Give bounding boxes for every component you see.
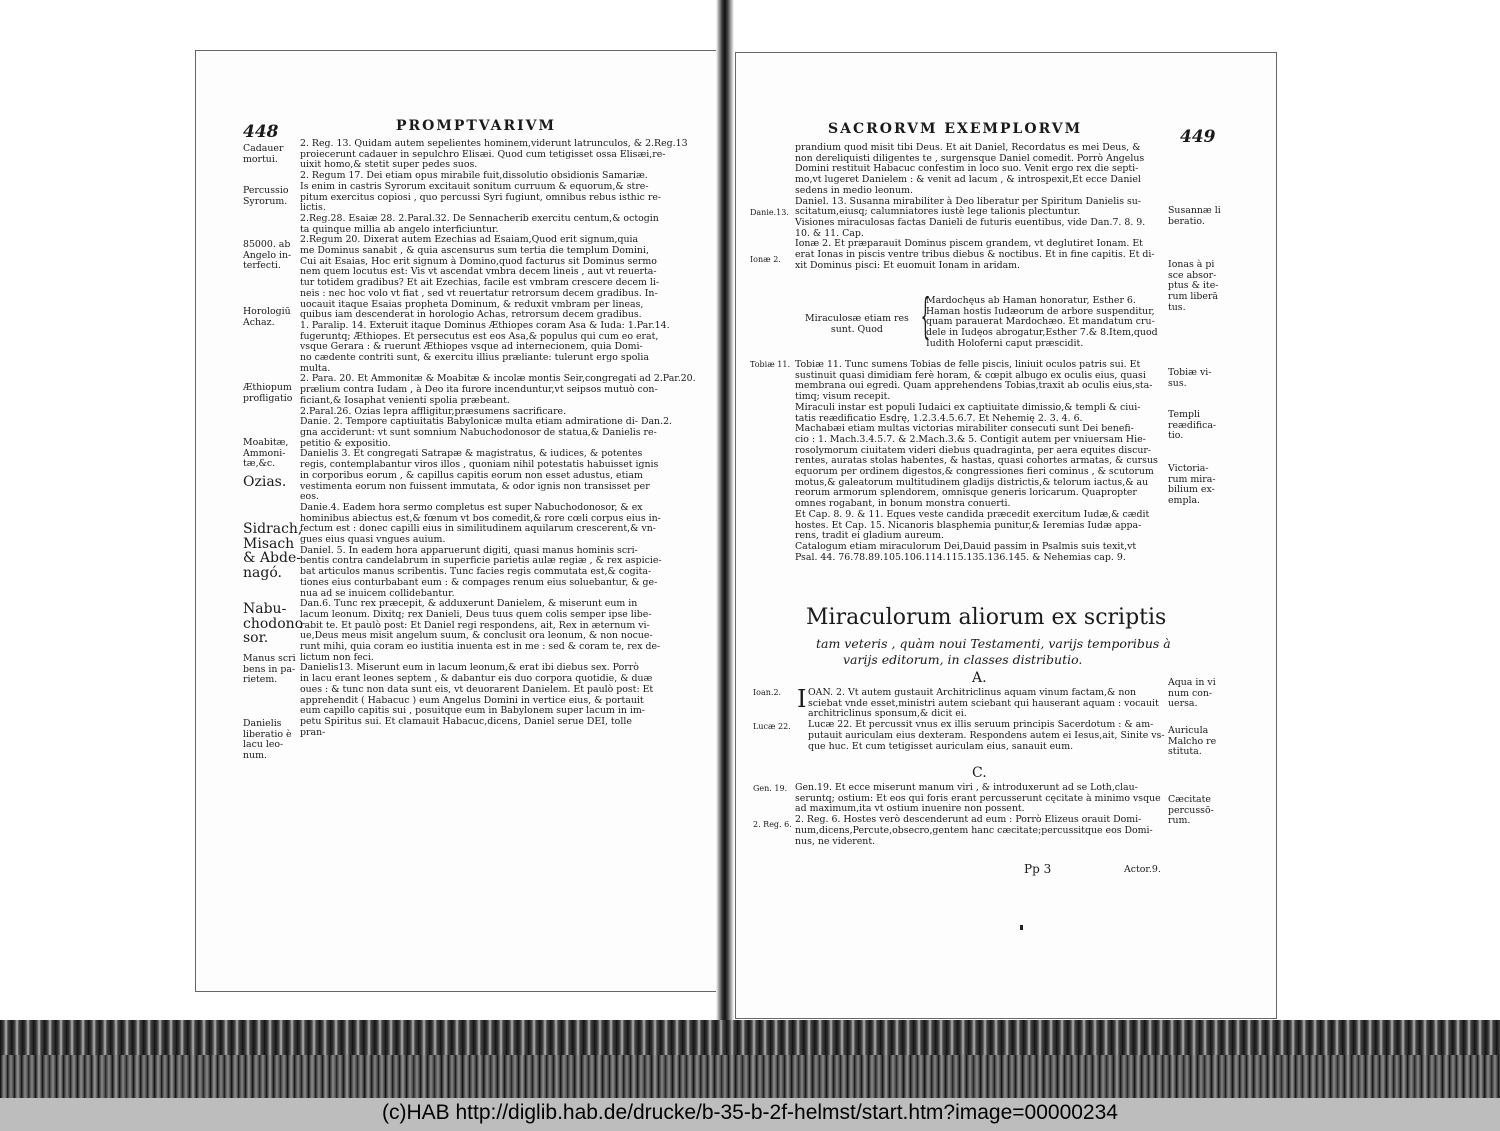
left-body-line: proiecerunt cadauer in sepulchro Elisæi. Quod cum tetigisset ossa Elisæi,re- <box>300 148 666 160</box>
left-body-line: hominibus abiectus est,& fœnum vt bos comedit,& rore cœli corpus eius in- <box>300 512 661 524</box>
ink-speck <box>1020 925 1023 930</box>
right-ref-3: Ioan.2. <box>753 688 782 697</box>
right-top-line: non dereliquisti diligentes te , surgensque Daniel comedit. Porrò Angelus <box>795 152 1145 164</box>
right-a-line: OAN. 2. Vt autem gustauit Architriclinus aquam vinum factam,& non <box>808 687 1137 698</box>
left-body-line: Danielis13. Miserunt eum in lacum leonum,& erat ibi diebus sex. Porrò <box>300 662 639 674</box>
right-c-line: nus, ne viderent. <box>795 835 876 847</box>
left-body-line: tiones eius conturbabant eum : & compages renum eius soluebantur, & ge- <box>300 576 658 588</box>
brace-glyph: { <box>920 288 930 344</box>
left-body-line: 2. Reg. 13. Quidam autem sepelientes hominem,viderunt latrunculos, & 2.Reg.13 <box>300 138 688 149</box>
left-body-line: gues eius quasi vngues auium. <box>300 534 446 546</box>
left-body-line: 1. Paralip. 14. Exteruit itaque Dominus Æthiopes coram Asa & Iuda: 1.Par.14. <box>300 319 670 331</box>
right-margin-note-2: Tobiæ vi- sus. <box>1168 367 1212 389</box>
left-body-line: uixit homo,& stetit super pedes suos. <box>300 159 478 171</box>
left-body-line: quibus iam descenderat in horologio Achas, retrorsum decem gradibus. <box>300 309 642 321</box>
right-body-middle <box>795 360 1158 563</box>
left-body-line: Dan.6. Tunc rex præcepit, & adduxerunt Danielem, & miserunt eum in <box>300 598 638 610</box>
brace-line: Haman hostis Iudæorum de arbore suspenditur, <box>926 305 1155 317</box>
right-mid-line: Psal. 44. 76.78.89.105.106.114.115.135.136.145. & Nehemias cap. 9. <box>795 551 1126 563</box>
right-margin-note-7: Cæcitate percussō- rum. <box>1168 794 1214 827</box>
right-margin-note-5: Aqua in vi num con- uersa. <box>1168 677 1216 710</box>
left-margin-note-0: Cadauer mortui. <box>243 143 284 165</box>
left-body-line: Danie.4. Eadem hora sermo completus est super Nabuchodonosor, & ex <box>300 501 643 513</box>
left-body-line: Danielis 3. Et congregati Satrapæ & magistratus, & iudices, & potentes <box>300 448 643 460</box>
left-body-line: bat articulos manus scribentis. Tunc facies regis commutata est,& cogita- <box>300 566 652 578</box>
right-ref-4: Lucæ 22. <box>753 722 791 731</box>
left-body-line: pitum exercitus copiosi , quo percussi Syri fugiunt, omnibus rebus isthic re- <box>300 191 662 203</box>
right-mid-line: Catalogum etiam miraculorum Dei,Dauid passim in Psalmis suis texit,vt <box>795 540 1137 552</box>
section-title: Miraculorum aliorum ex scriptis <box>806 605 1167 630</box>
left-body-line: uocauit itaque Esaias propheta Dominum, & reduxit vmbram per lineas, <box>300 298 644 310</box>
right-top-line: Daniel. 13. Susanna mirabiliter à Deo liberatur per Spiritum Danielis su- <box>795 195 1142 207</box>
right-body-a <box>808 688 1165 752</box>
left-body-line: Is enim in castris Syrorum excitauit sonitum curruum & equorum,& stre- <box>300 180 649 192</box>
left-body-line: nem quem locutus est: Vis vt ascendat vmbra decem lineis , aut vt reuerta- <box>300 266 657 278</box>
left-margin-note-4: Æthiopum profligatio <box>243 382 293 404</box>
right-top-line: mo,vt lugeret Danielem : & venit ad lacum , & introspexit,Et ecce Daniel <box>795 174 1141 186</box>
left-body-line: gna acciderunt: vt sunt somnium Nabuchodonosor de statua,& Danielis re- <box>300 426 657 438</box>
left-body-line: rabit te. Et paulò post: Et Daniel regi respondens, ait, Rex in æternum vi- <box>300 619 650 631</box>
left-body-line: ficiant,& Iosaphat venienti spolia præbeant. <box>300 394 510 406</box>
left-body-line: Danie. 2. Tempore captiuitatis Babylonicæ multa etiam admiratione di- Dan.2. <box>300 416 673 428</box>
right-a-line: que huc. Et cum tetigisset auriculam eius, sanauit eum. <box>808 740 1074 752</box>
right-mid-line: sustinuit quasi dimidiam ferè horam, & cœpit albugo ex oculis eius, quasi <box>795 369 1146 381</box>
left-margin-note-5: Moabitæ, Ammoni- tæ,&c. <box>243 437 289 470</box>
brace-line: dele in Iudęos abrogatur,Esther 7.& 8.Item,quod <box>926 327 1158 339</box>
brace-label: Miraculosæ etiam res sunt. Quod <box>805 313 909 335</box>
right-mid-line: Machabæi etiam multas victorias mirabiliter consecuti sunt Dei benefi- <box>795 423 1134 435</box>
drop-cap: I <box>797 685 807 713</box>
right-running-head: SACRORVM EXEMPLORVM <box>828 121 1083 137</box>
left-margin-note-2: 85000. ab Angelo in- terfecti. <box>243 239 292 272</box>
right-top-line: sedens in medio leonum. <box>795 184 913 196</box>
right-ref-6: 2. Reg. 6. <box>753 820 792 829</box>
left-body-line: petitio & expositio. <box>300 437 391 449</box>
right-a-line: architriclinus sponsum,& dicit ei. <box>808 708 967 720</box>
left-body-line: Cui ait Esaias, Hoc erit signum à Domino,quod facturus sit Dominus sermo <box>300 255 657 267</box>
right-top-line: prandium quod misit tibi Deus. Et ait Daniel, Recordatus es mei Deus, & <box>795 142 1141 153</box>
left-body-line: oues : & tunc non data sunt eis, vt deuorarent Danielem. Et paulò post: Et <box>300 683 654 695</box>
left-body-line: 2.Reg.28. Esaiæ 28. 2.Paral.32. De Sennacherib exercitu centum,& octogin <box>300 212 659 224</box>
right-c-line: num,dicens,Percute,obsecro,gentem hanc cæcitate;percussitque eos Domi- <box>795 824 1153 836</box>
section-subtitle-1: tam veteris , quàm noui Testamenti, varijs temporibus à <box>816 636 1171 651</box>
brace-text <box>926 296 1158 350</box>
left-body-line: Daniel. 5. In eadem hora apparuerunt digiti, quasi manus hominis scri- <box>300 544 638 556</box>
right-mid-line: hostes. Et Cap. 15. Nicanoris blasphemia punitur,& Ieremias Iudæ appa- <box>795 519 1142 531</box>
left-margin-note-7: Sidrach, Misach & Abde- nagó. <box>243 521 303 581</box>
left-body-text <box>300 139 696 738</box>
right-top-line: Ionæ 2. Et præparauit Dominus piscem grandem, vt deglutiret Ionam. Et <box>795 238 1143 250</box>
brace-line: quam parauerat Mardochæo. Et mandatum cru- <box>926 316 1155 328</box>
left-body-line: ta quinque millia ab angelo interficiuntur. <box>300 223 499 235</box>
left-margin-note-1: Percussio Syrorum. <box>243 185 289 207</box>
right-top-line: erat Ionas in piscis ventre tribus diebus & noctibus. Et in fine capitis. Et di- <box>795 249 1155 261</box>
left-body-line: nua ad se inuicem collidebantur. <box>300 587 455 599</box>
right-mid-line: rens, tradit ei gladium aureum. <box>795 530 945 542</box>
right-mid-line: rosolymorum ciuitatem videri diebus quadraginta, per aera equites discur- <box>795 444 1152 456</box>
right-top-line: 10. & 11. Cap. <box>795 227 864 239</box>
left-body-line: lacum leonum. Dixitq; rex Danieli, Deus tuus quem colis semper ipse libe- <box>300 608 652 620</box>
left-page-number: 448 <box>243 122 279 142</box>
left-body-line: ue,Deus meus misit angelum suum, & conclusit ora leonum, & non nocue- <box>300 630 653 642</box>
left-body-line: regis, contemplabantur viros illos , quoniam nihil potestatis habuisset ignis <box>300 459 659 471</box>
scanner-edge-noise-dark <box>0 1055 1500 1098</box>
left-body-line: 2. Regum 17. Dei etiam opus mirabile fuit,dissolutio obsidionis Samariæ. <box>300 170 648 182</box>
left-body-line: 2. Para. 20. Et Ammonitæ & Moabitæ & incolæ montis Seir,congregati ad 2.Par.20. <box>300 373 696 385</box>
left-body-line: vsque Gerara : & ruerunt Æthiopes vsque ad internecionem, quia Domi- <box>300 341 643 353</box>
right-mid-line: timq; visum recepit. <box>795 391 891 403</box>
right-margin-note-0: Susannæ li beratio. <box>1168 205 1221 227</box>
left-body-line: runt mihi, quia coram eo iustitia inuenta est in me : sed & coram te, rex de- <box>300 641 661 653</box>
left-margin-note-3: Horologiū Achaz. <box>243 306 291 328</box>
left-body-line: lictum non feci. <box>300 651 374 663</box>
right-mid-line: motus,& galeatorum multitudinem gladijs districtis,& telorum iactus,& au <box>795 476 1149 488</box>
left-body-line: me Dominus sanabit , & quia ascensurus sum tertia die templum Domini, <box>300 245 649 257</box>
right-mid-line: membrana oui egredi. Quam apprehendens Tobias,traxit ab oculis eius,sta- <box>795 380 1153 392</box>
left-body-line: fugeruntq; Æthiopes. Et persecutus est eos Asa,& populus qui cum eo erat, <box>300 330 659 342</box>
brace-line: Mardochęus ab Haman honoratur, Esther 6. <box>926 295 1136 306</box>
left-body-line: bentis contra candelabrum in superficie parietis aulæ regiæ , & rex aspicie- <box>300 555 662 567</box>
left-body-line: petu Spiritus sui. Et clamauit Habacuc,dicens, Daniel serue DEI, tolle <box>300 715 632 727</box>
left-body-line: eos. <box>300 491 319 503</box>
left-body-line: tur totidem gradibus? Et ait Ezechias, facile est vmbram crescere decem li- <box>300 277 660 289</box>
left-body-line: vestimenta eorum non fuissent immutata, & odor ignis non transisset per <box>300 480 650 492</box>
left-body-line: pran- <box>300 726 326 738</box>
right-a-line: putauit auriculam eius dexteram. Respondens autem ei Iesus,ait, Sinite vs- <box>808 729 1165 741</box>
left-body-line: fectum est : donec capilli eius in similitudinem aquilarum crescerent,& vn- <box>300 523 656 535</box>
signature-mark: Pp 3 <box>1024 862 1052 876</box>
right-mid-line: tatis reædificatio Esdrę, 1.2.3.4.5.6.7. Et Nehemię 2. 3. 4. 6. <box>795 412 1083 424</box>
book-gutter <box>716 0 734 1020</box>
right-margin-note-6: Auricula Malcho re stituta. <box>1168 725 1217 758</box>
right-mid-line: equorum per ordinem digestos,& congressiones fieri cominus , & scutorum <box>795 466 1154 478</box>
right-margin-note-3: Templi reædifica- tio. <box>1168 409 1217 442</box>
right-ref-0: Danie.13. <box>750 208 789 217</box>
right-mid-line: Tobiæ 11. Tunc sumens Tobias de felle piscis, liniuit oculos patris sui. Et <box>795 359 1141 370</box>
left-body-line: apprehendit ( Habacuc ) eum Angelus Domini in vertice eius, & portauit <box>300 694 644 706</box>
right-c-line: seruntq; ostium: Et eos qui foris erant percusserunt cęcitate à minimo vsque <box>795 792 1161 804</box>
right-c-line: ad maximum,ita vt ostium inuenire non possent. <box>795 803 1025 815</box>
copyright-url: (c)HAB http://diglib.hab.de/drucke/b-35-b-2f-helmst/start.htm?image=00000234 <box>382 1101 1118 1124</box>
right-body-c <box>795 783 1161 847</box>
section-letter-c: C. <box>972 765 987 781</box>
left-body-line: in corporibus eorum , & capillus capitis eorum non esset adustus, etiam <box>300 469 643 481</box>
left-body-line: no cædente contriti sunt, & exercitu illius præliante: tulerunt ergo spolia <box>300 352 649 364</box>
right-mid-line: Et Cap. 8. 9. & 11. Eques veste candida præcedit exercitum Iudæ,& cædit <box>795 508 1150 520</box>
left-margin-note-8: Nabu- chodono sor. <box>243 601 304 646</box>
left-body-line: multa. <box>300 362 331 374</box>
brace-line: Iudith Holoferni caput præscidit. <box>926 337 1084 349</box>
left-running-head: PROMPTVARIVM <box>396 118 556 134</box>
right-a-line: sciebat vnde esset,ministri autem sciebant qui hauserant aquam : vocauit <box>808 697 1159 709</box>
left-body-line: lictis. <box>300 202 326 214</box>
right-mid-line: cio : 1. Mach.3.4.5.7. & 2.Mach.3.& 5. Contigit autem per vniuersam Hie- <box>795 433 1146 445</box>
right-a-line: Lucæ 22. Et percussit vnus ex illis seruum principis Sacerdotum : & am- <box>808 719 1154 731</box>
right-margin-note-4: Victoria- rum mira- bilium ex- empla. <box>1168 463 1216 507</box>
right-mid-line: omnes rogabant, in bonum monstra conuerti. <box>795 498 1011 510</box>
right-mid-line: Miraculi instar est populi Iudaici ex captiuitate dimissio,& templi & ciui- <box>795 401 1141 413</box>
right-top-line: xit Dominus pisci: Et euomuit Ionam in aridam. <box>795 259 1021 271</box>
catchword: Actor.9. <box>1124 864 1161 875</box>
right-top-line: Visiones miraculosas factas Danieli de futuris euentibus, vide Dan.7. 8. 9. <box>795 216 1146 228</box>
right-c-line: 2. Reg. 6. Hostes verò descenderunt ad eum : Porrò Elizeus orauit Domi- <box>795 814 1142 826</box>
right-ref-5: Gen. 19. <box>753 784 788 793</box>
section-letter-a: A. <box>972 670 987 686</box>
left-body-line: 2.Paral.26. Ozias lepra affligitur,præsumens sacrificare. <box>300 405 567 417</box>
right-ref-2: Tobiæ 11. <box>750 360 790 369</box>
right-top-line: scitatum,eiusq; calumniatores iustè lege talionis plectuntur. <box>795 206 1081 218</box>
right-c-line: Gen.19. Et ecce miserunt manum viri , & introduxerunt ad se Loth,clau- <box>795 782 1138 793</box>
left-body-line: eum capillo capitis sui , posuitque eum in Babylonem super lacum in im- <box>300 705 645 717</box>
right-body-top <box>795 143 1155 271</box>
left-margin-note-10: Danielis liberatio è lacu leo- num. <box>243 718 292 762</box>
left-body-line: 2.Regum 20. Dixerat autem Ezechias ad Esaiam,Quod erit signum,quia <box>300 234 639 246</box>
right-mid-line: rentes, auratas stolas habentes, & hastas, quasi cohortes armatas, & cursus <box>795 455 1158 467</box>
left-margin-note-6: Ozias. <box>243 474 287 490</box>
right-top-line: Domini restituit Habacuc confestim in loco suo. Venit ergo rex die septi- <box>795 163 1139 175</box>
left-margin-note-9: Manus scri bens in pa- rietem. <box>243 653 296 686</box>
section-subtitle-2: varijs editorum, in classes distributio. <box>843 652 1083 667</box>
left-body-line: prælium contra Iudam , à Deo ita furore incenduntur,vt seipsos mutuò con- <box>300 384 658 396</box>
right-mid-line: reorum armorum splendorem, omnisque generis loricarum. Quapropter <box>795 487 1137 499</box>
left-body-line: neis : nec hoc volo vt fiat , sed vt reuertatur retrorsum decem gradibus. In- <box>300 287 658 299</box>
left-body-line: in lacu erant leones septem , & dabantur eis duo corpora quotidie, & duæ <box>300 673 653 685</box>
right-ref-1: Ionæ 2. <box>750 255 781 264</box>
right-page-number: 449 <box>1180 127 1216 147</box>
right-margin-note-1: Ionas à pi sce absor- ptus & ite- rum liberā tus. <box>1168 259 1219 313</box>
